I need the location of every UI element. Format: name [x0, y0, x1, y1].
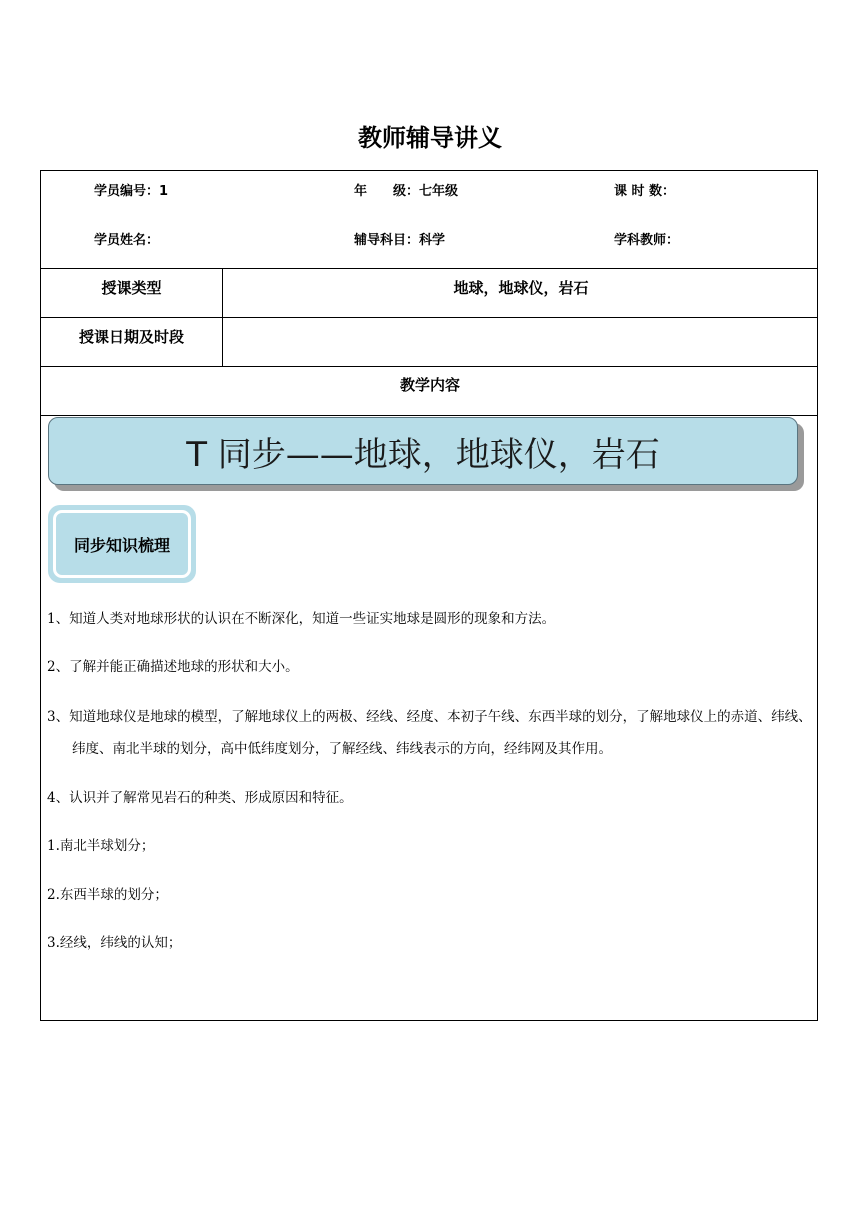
teacher-label: 学科教师：: [614, 233, 680, 248]
class-hours: [614, 180, 675, 199]
knowledge-point: 3、知道地球仪是地球的模型，了解地球仪上的两极、经线、经度、本初子午线、东西半球的划分，了解地球仪上的赤道、纬线、纬度、南北半球的划分，高中低纬度划分，了解经线、纬线表示的方向，经纬网及其作用。: [47, 709, 812, 757]
student-id-value: 1: [159, 184, 169, 199]
section-badge-label: 同步知识梳理: [53, 510, 191, 578]
subject: [354, 229, 445, 248]
class-hours-label: 课 时 数：: [614, 184, 676, 199]
teacher: [614, 229, 679, 248]
student-id: [94, 180, 168, 199]
topic-banner: T 同步——地球，地球仪，岩石: [48, 417, 798, 485]
divider: [41, 268, 817, 269]
section-badge: [48, 505, 196, 583]
student-name: [94, 229, 159, 248]
divider: [41, 415, 817, 416]
knowledge-point: 2、了解并能正确描述地球的形状和大小。: [47, 659, 299, 675]
topic-item: 1.南北半球划分；: [47, 838, 155, 854]
lesson-date-label: 授课日期及时段: [78, 328, 184, 346]
lesson-type-label: 授课类型: [101, 279, 162, 297]
student-id-label: 学员编号：: [94, 184, 160, 199]
knowledge-point: 1、知道人类对地球形状的认识在不断深化，知道一些证实地球是圆形的现象和方法。: [47, 611, 556, 627]
divider: [41, 366, 817, 367]
column-divider: [222, 269, 223, 367]
lesson-sheet: [40, 170, 818, 1021]
subject-label: 辅导科目：: [354, 233, 420, 248]
knowledge-point: 4、认识并了解常见岩石的种类、形成原因和特征。: [47, 790, 353, 806]
divider: [41, 317, 817, 318]
document-title: 教师辅导讲义: [358, 124, 502, 152]
teaching-content-header: 教学内容: [399, 376, 460, 394]
topic-item: 2.东西半球的划分；: [47, 887, 168, 903]
grade-value: 七年级: [419, 184, 459, 199]
grade: [354, 180, 458, 199]
subject-value: 科学: [419, 233, 446, 248]
student-name-label: 学员姓名：: [94, 233, 160, 248]
grade-label: 年 级：: [354, 184, 420, 199]
topic-item: 3.经线，纬线的认知；: [47, 935, 182, 951]
lesson-type-value: 地球，地球仪，岩石: [453, 279, 589, 297]
